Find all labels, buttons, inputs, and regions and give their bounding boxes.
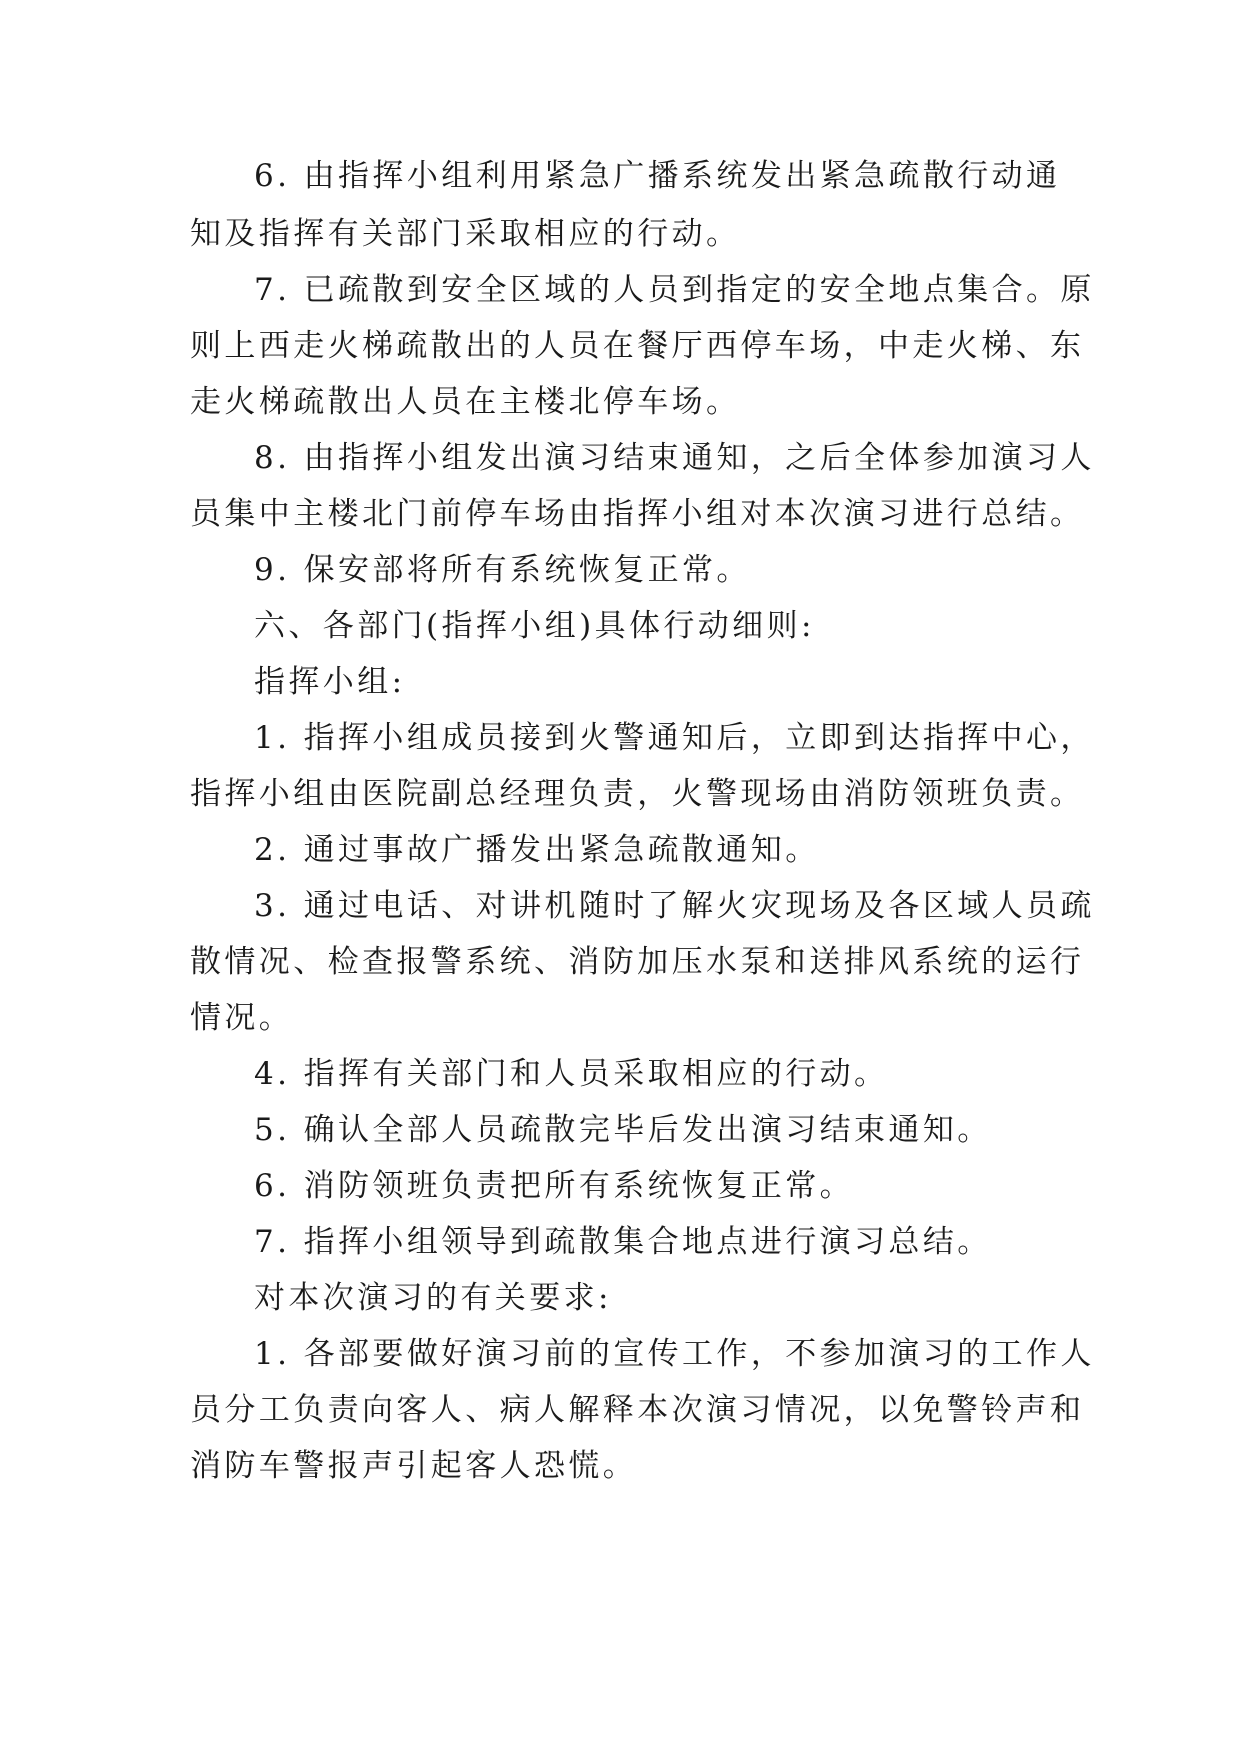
text-line: 情况。 [190,1000,294,1036]
text-line: 走火梯疏散出人员在主楼北停车场。 [190,384,741,420]
text-line: 1. 指挥小组成员接到火警通知后，立即到达指挥中心， [254,720,1095,756]
text-line: 散情况、检查报警系统、消防加压水泵和送排风系统的运行 [190,944,1085,980]
text-line: 3. 通过电话、对讲机随时了解火灾现场及各区域人员疏 [254,888,1095,924]
text-line: 5. 确认全部人员疏散完毕后发出演习结束通知。 [254,1112,992,1148]
subsection-heading: 指挥小组: [254,664,406,700]
text-line: 6. 消防领班负责把所有系统恢复正常。 [254,1168,855,1204]
text-line: 1. 各部要做好演习前的宣传工作，不参加演习的工作人 [254,1336,1095,1372]
text-line: 7. 已疏散到安全区域的人员到指定的安全地点集合。原 [254,272,1095,308]
text-line: 知及指挥有关部门采取相应的行动。 [190,216,741,252]
text-line: 员集中主楼北门前停车场由指挥小组对本次演习进行总结。 [190,496,1085,532]
text-line: 员分工负责向客人、病人解释本次演习情况，以免警铃声和 [190,1392,1085,1428]
text-line: 指挥小组由医院副总经理负责，火警现场由消防领班负责。 [190,776,1085,812]
text-line: 4. 指挥有关部门和人员采取相应的行动。 [254,1056,889,1092]
text-line: 消防车警报声引起客人恐慌。 [190,1448,638,1484]
text-line: 则上西走火梯疏散出的人员在餐厅西停车场，中走火梯、东 [190,328,1085,364]
text-line: 2. 通过事故广播发出紧急疏散通知。 [254,832,820,868]
text-line: 7. 指挥小组领导到疏散集合地点进行演习总结。 [254,1224,992,1260]
subsection-heading: 对本次演习的有关要求: [254,1280,612,1316]
text-line: 9. 保安部将所有系统恢复正常。 [254,552,751,588]
text-line: 6. 由指挥小组利用紧急广播系统发出紧急疏散行动通 [254,158,1061,194]
text-line: 8. 由指挥小组发出演习结束通知，之后全体参加演习人 [254,440,1095,476]
section-heading: 六、各部门(指挥小组)具体行动细则: [254,608,815,644]
